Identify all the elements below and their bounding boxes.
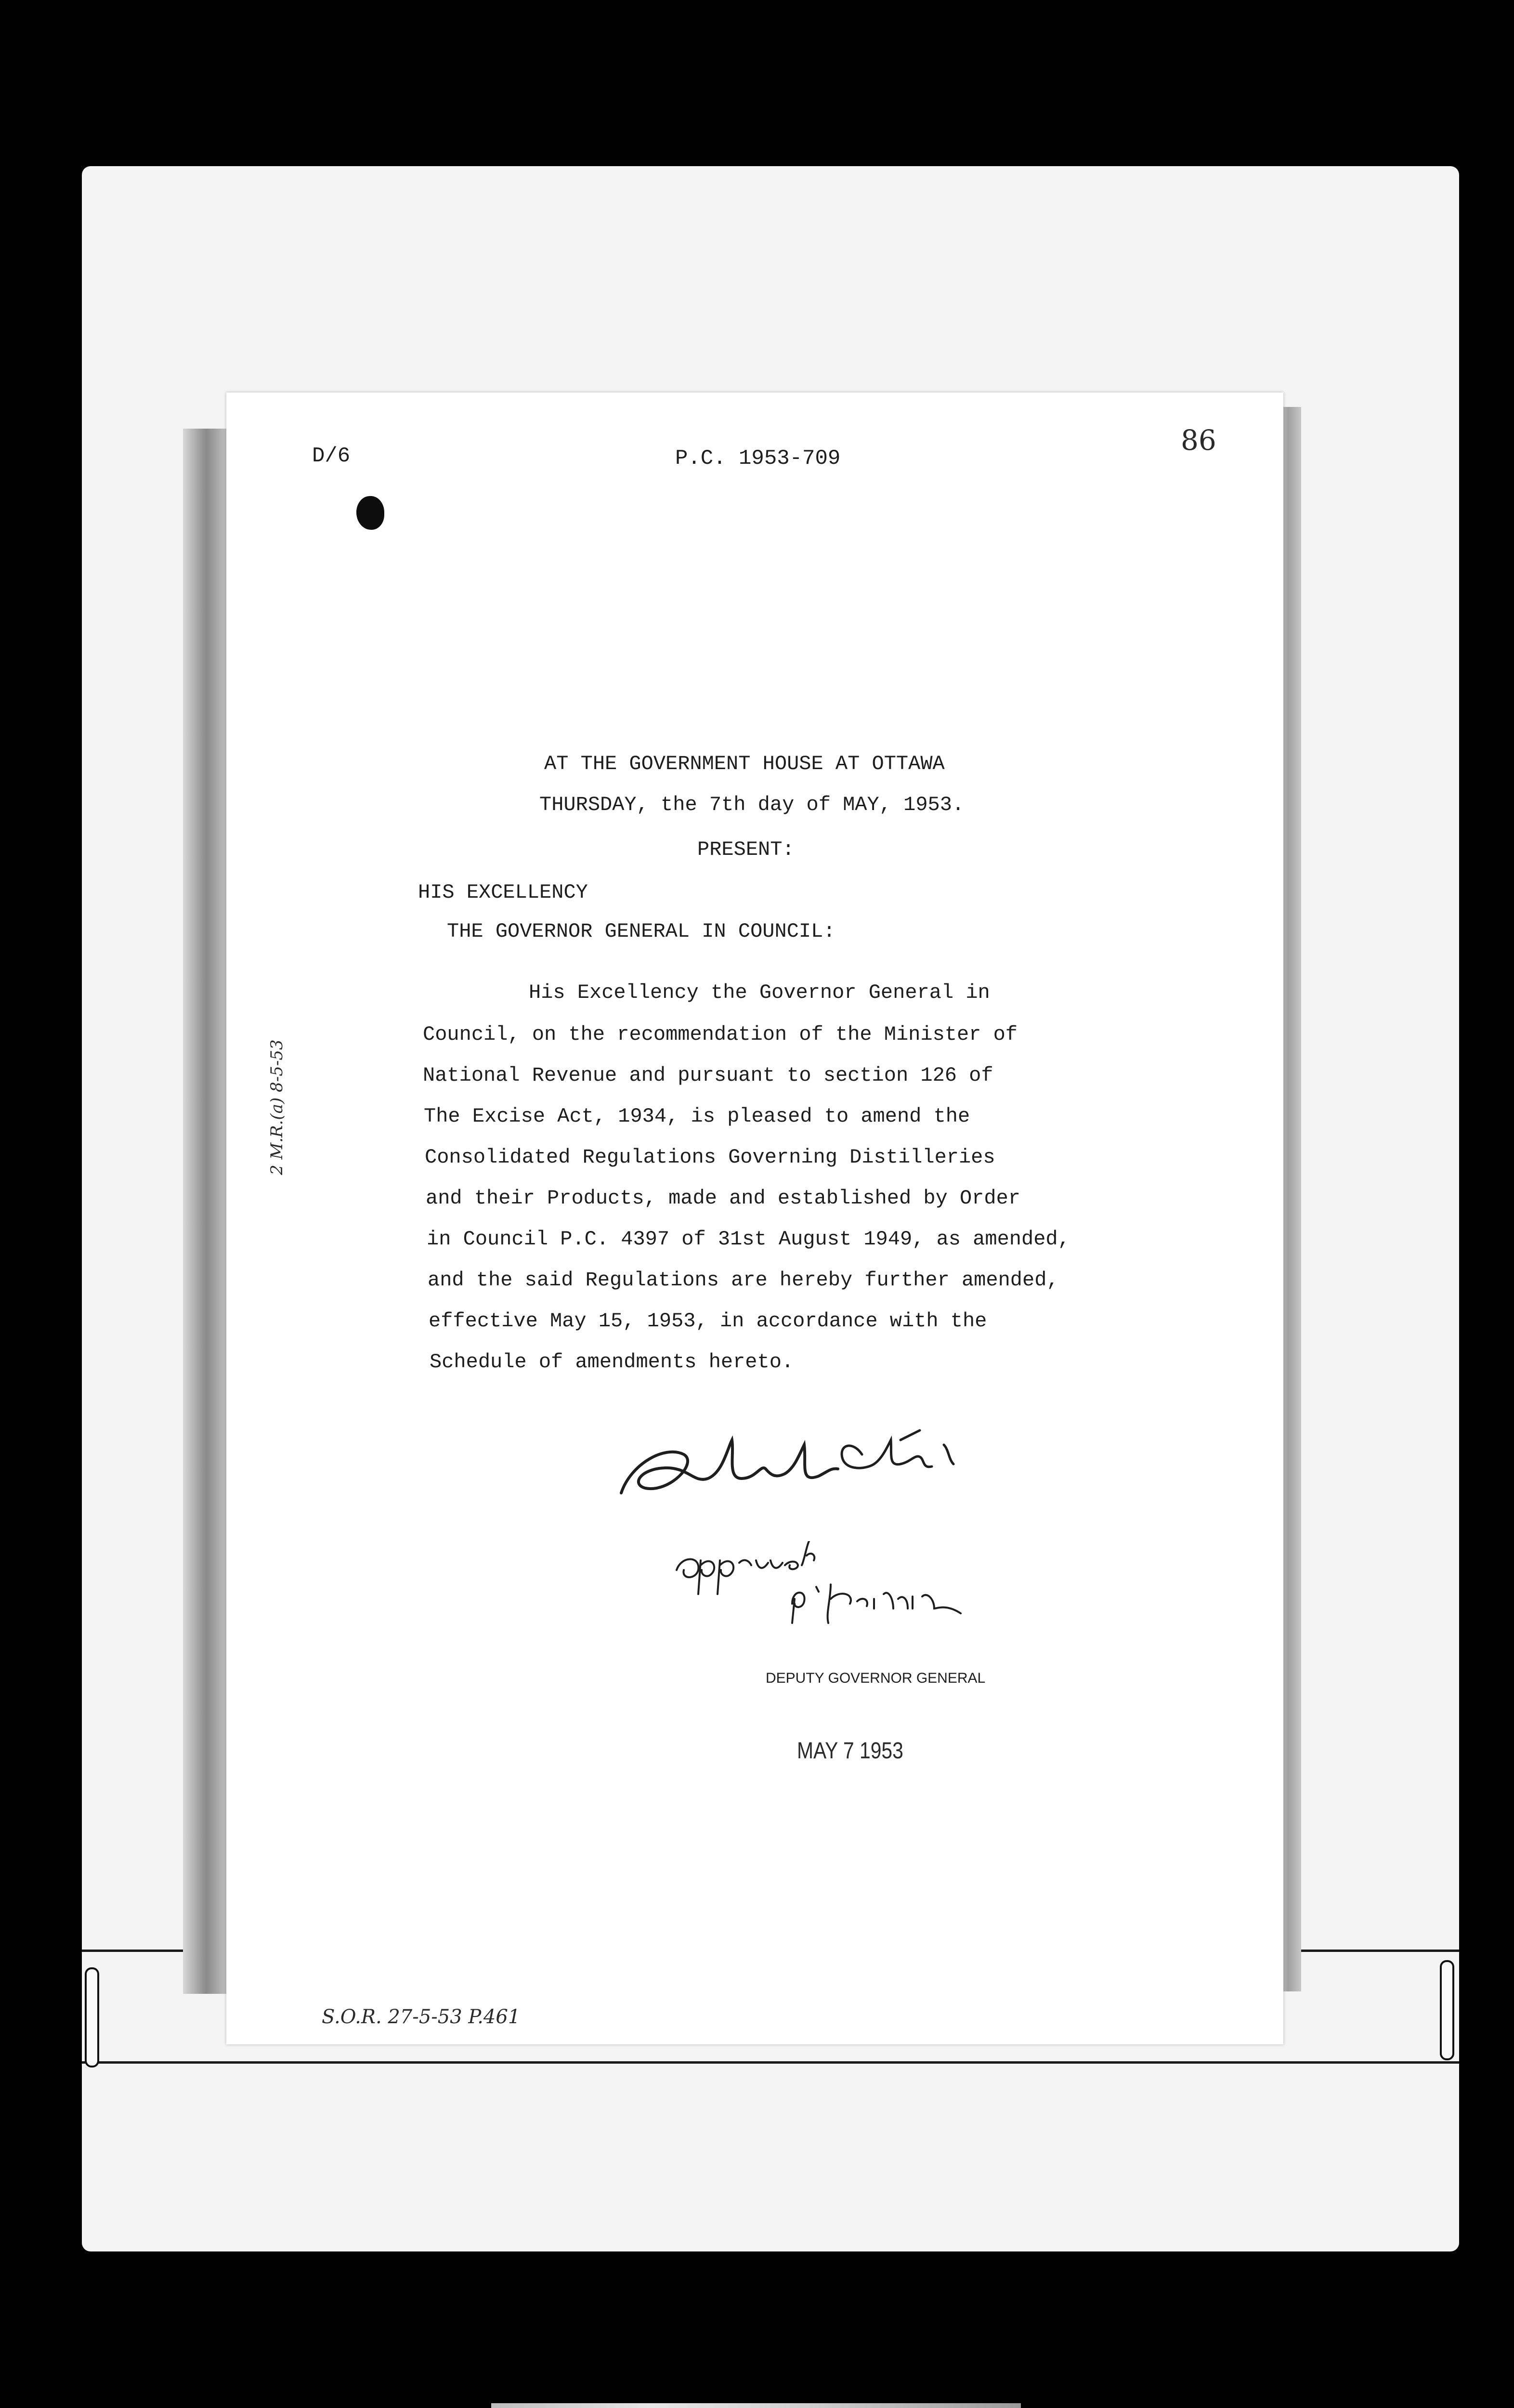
addressee-line-1: HIS EXCELLENCY [418, 881, 588, 904]
body-line: effective May 15, 1953, in accordance with the [429, 1309, 987, 1333]
bottom-tape [491, 2403, 1021, 2408]
left-clip [85, 1967, 99, 2068]
stamp-title: DEPUTY GOVERNOR GENERAL [766, 1670, 986, 1686]
body-line: Schedule of amendments hereto. [430, 1350, 794, 1374]
body-line: and their Products, made and established by Order [426, 1187, 1021, 1210]
body-line: His Excellency the Governor General in [529, 981, 990, 1004]
board-band-bottom [82, 2061, 1459, 2064]
margin-annotation: 2 M.R.(a) 8-5-53 [267, 1039, 287, 1175]
file-reference: D/6 [312, 444, 351, 468]
caption-present: PRESENT: [697, 838, 795, 861]
body-line: Consolidated Regulations Governing Distilleries [425, 1146, 995, 1169]
stamp-date: MAY 7 1953 [797, 1738, 903, 1764]
caption-date: THURSDAY, the 7th day of MAY, 1953. [539, 793, 965, 816]
ink-blot [356, 496, 384, 530]
addressee-line-2: THE GOVERNOR GENERAL IN COUNCIL: [447, 920, 835, 943]
caption-place: AT THE GOVERNMENT HOUSE AT OTTAWA [544, 752, 945, 775]
order-sheet [226, 393, 1283, 2044]
order-number: P.C. 1953-709 [675, 446, 841, 471]
body-line: and the said Regulations are hereby further amended, [428, 1269, 1059, 1292]
body-line: Council, on the recommendation of the Minister of [423, 1023, 1018, 1046]
footer-reference: S.O.R. 27-5-53 P.461 [322, 2006, 521, 2028]
body-line: in Council P.C. 4397 of 31st August 1949, as amended, [427, 1228, 1070, 1251]
body-line: The Excise Act, 1934, is pleased to amend the [424, 1105, 970, 1128]
body-line: National Revenue and pursuant to section 126 of [423, 1064, 993, 1087]
page-number: 86 [1181, 424, 1216, 457]
right-clip [1440, 1960, 1454, 2060]
